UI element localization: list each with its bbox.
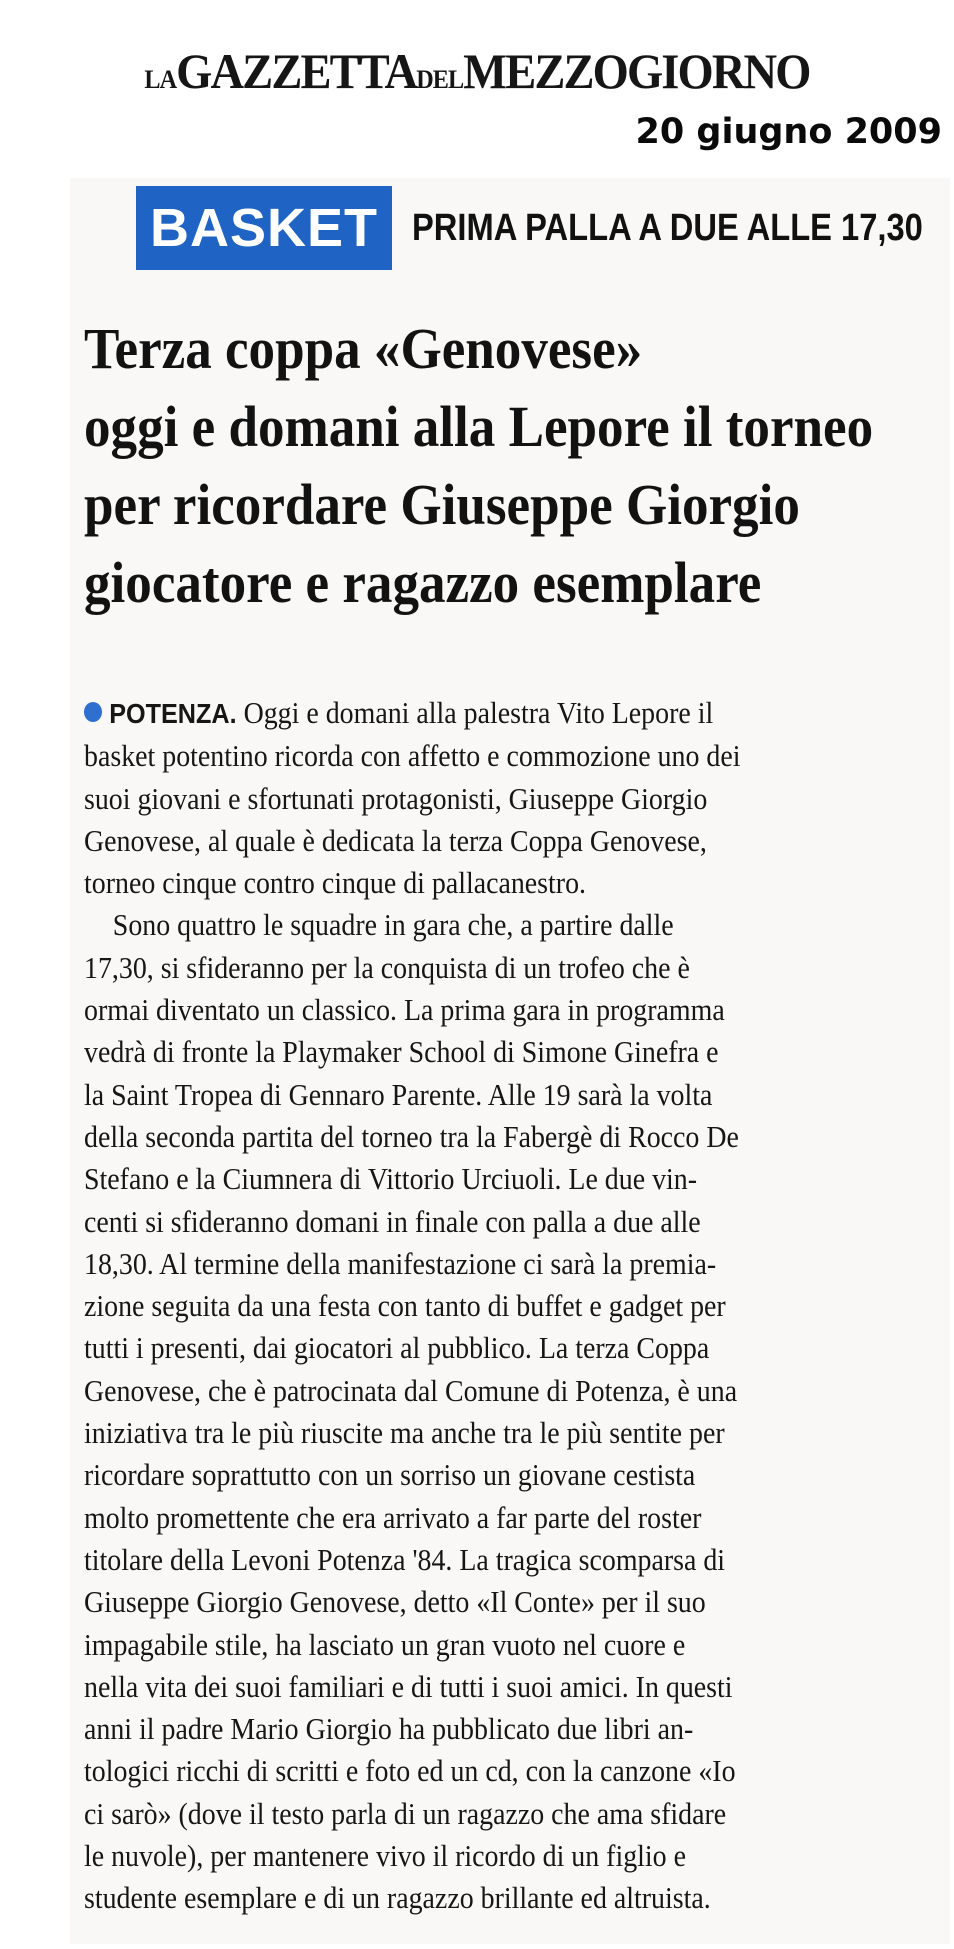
masthead-del: DEL [416, 65, 464, 94]
article-line: centi si sfideranno domani in finale con palla a due alle [84, 1203, 701, 1239]
article-line: Genovese, al quale è dedicata la terza Coppa Genovese, [84, 822, 707, 858]
masthead-mezzogiorno: MEZZOGIORNO [463, 43, 810, 99]
article-dateline: POTENZA. [109, 698, 237, 729]
article-lines [84, 735, 871, 1919]
article-line: iniziativa tra le più riuscite ma anche tra le più sentite per [84, 1415, 725, 1451]
headline-line: per ricordare Giuseppe Giorgio [84, 472, 800, 537]
article-line: la Saint Tropea di Gennaro Parente. Alle 19 sarà la volta [84, 1076, 713, 1112]
article-line: suoi giovani e sfortunati protagonisti, Giuseppe Giorgio [84, 780, 708, 816]
article-line: torneo cinque contro cinque di pallacanestro. [84, 865, 587, 901]
article-line: tutti i presenti, dai giocatori al pubblico. La terza Coppa [84, 1330, 710, 1366]
article-line: Stefano e la Ciumnera di Vittorio Urciuoli. Le due vin- [84, 1161, 698, 1197]
article-line: molto promettente che era arrivato a far parte del roster [84, 1499, 702, 1535]
article-line: studente esemplare e di un ragazzo brillante ed altruista. [84, 1880, 711, 1916]
article-line: 17,30, si sfideranno per la conquista di un trofeo che è [84, 949, 690, 985]
masthead-la: LA [144, 65, 177, 94]
article-line: ricordare soprattutto con un sorriso un giovane cestista [84, 1457, 696, 1493]
section-label: BASKET [136, 186, 392, 270]
section-header [136, 186, 954, 270]
article-line: titolare della Levoni Potenza '84. La tragica scomparsa di [84, 1541, 726, 1577]
article-first-line [84, 692, 871, 735]
article-line: 18,30. Al termine della manifestazione ci sarà la premia- [84, 1245, 717, 1281]
publication-date: 20 giugno 2009 [635, 112, 942, 152]
article-headline [84, 310, 889, 622]
article-line: ormai diventato un classico. La prima gara in programma [84, 992, 725, 1028]
article-line: Giuseppe Giorgio Genovese, detto «Il Conte» per il suo [84, 1584, 706, 1620]
article-line: anni il padre Mario Giorgio ha pubblicato due libri an- [84, 1711, 694, 1747]
article-line: impagabile stile, ha lasciato un gran vuoto nel cuore e [84, 1626, 686, 1662]
article-line: vedrà di fronte la Playmaker School di Simone Ginefra e [84, 1034, 719, 1070]
article-line: nella vita dei suoi familiari e di tutti i suoi amici. In questi [84, 1668, 733, 1704]
article-line: zione seguita da una festa con tanto di buffet e gadget per [84, 1288, 726, 1324]
masthead-gazzetta: GAZZETTA [176, 43, 417, 99]
article-line: le nuvole), per mantenere vivo il ricordo di un figlio e [84, 1838, 687, 1874]
article-line: tologici ricchi di scritti e foto ed un cd, con la canzone «Io [84, 1753, 736, 1789]
article-line: della seconda partita del torneo tra la Fabergè di Rocco De [84, 1118, 739, 1154]
headline-line: oggi e domani alla Lepore il torneo [84, 394, 874, 459]
headline-line: giocatore e ragazzo esemplare [84, 550, 762, 615]
bullet-dot-icon [84, 702, 102, 722]
article-line: Genovese, che è patrocinata dal Comune di Potenza, è una [84, 1372, 738, 1408]
headline-line: Terza coppa «Genovese» [84, 316, 643, 381]
article-line: Sono quattro le squadre in gara che, a partire dalle [112, 907, 674, 943]
article-line: ci sarò» (dove il testo parla di un ragazzo che ama sfidare [84, 1795, 727, 1831]
article-line: basket potentino ricorda con affetto e commozione uno dei [84, 738, 741, 774]
article-first-line-text: Oggi e domani alla palestra Vito Lepore il [243, 695, 714, 730]
article-body [84, 692, 871, 1920]
newspaper-masthead [33, 42, 920, 100]
section-subtitle: PRIMA PALLA A DUE ALLE 17,30 [412, 206, 923, 249]
